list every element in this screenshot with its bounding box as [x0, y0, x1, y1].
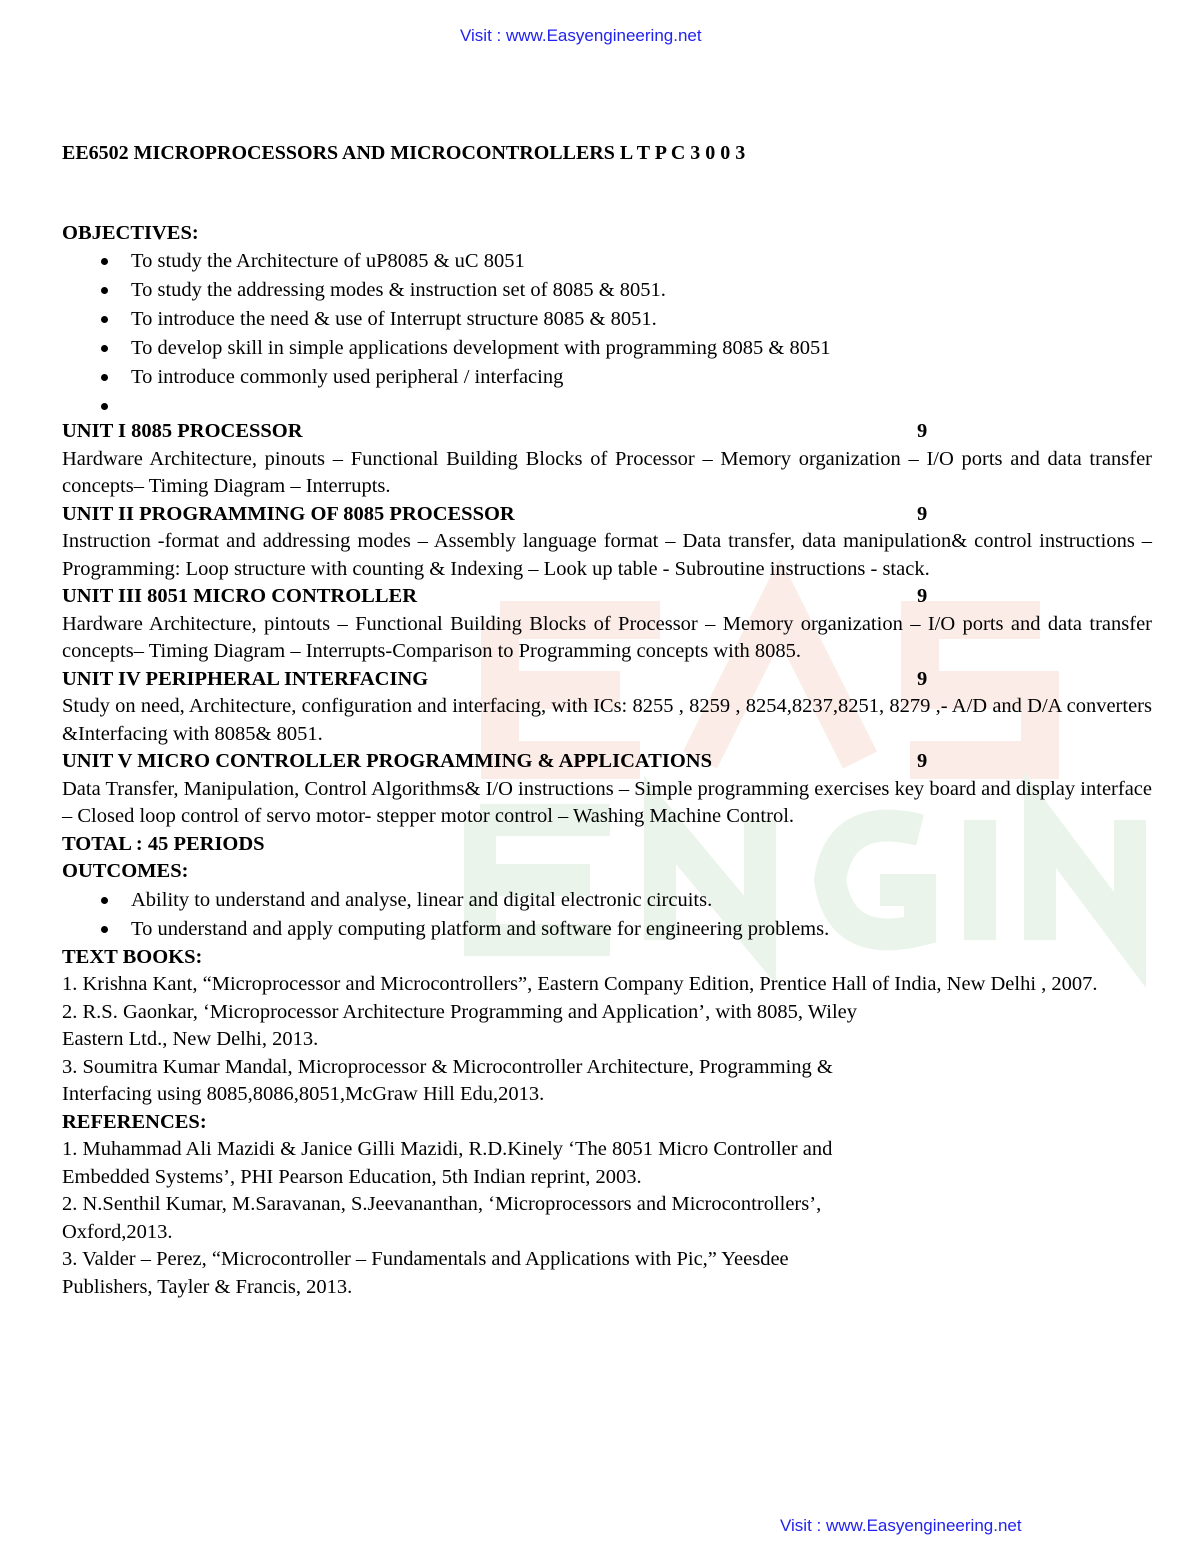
- bullet-icon: [101, 345, 108, 352]
- unit-body: Instruction -format and addressing modes – Assembly language format – Data transfer, data manipulation& control instructions – Programming: Loop structure with counting & Indexing – Look up table - Subroutine instructions - stack.: [62, 530, 1152, 580]
- visit-link-bottom[interactable]: Visit : www.Easyengineering.net: [780, 1516, 1022, 1535]
- outcomes-heading: OUTCOMES:: [62, 860, 189, 882]
- bullet-icon: [101, 316, 108, 323]
- unit-body: Hardware Architecture, pinouts – Functional Building Blocks of Processor – Memory organization – I/O ports and data transfer concepts– Timing Diagram – Interrupts.: [62, 447, 1152, 497]
- bullet-icon: [101, 403, 108, 410]
- unit-body: Data Transfer, Manipulation, Control Algorithms& I/O instructions – Simple programming exercises key board and display interface – Closed loop control of servo motor- stepper motor control – Washing Machine Control.: [62, 777, 1152, 827]
- list-item: [131, 392, 1152, 418]
- text-book-entry: 2. R.S. Gaonkar, ‘Microprocessor Architecture Programming and Application’, with 8085, Wiley: [62, 1000, 858, 1023]
- list-item: To introduce the need & use of Interrupt structure 8085 & 8051.: [131, 305, 1152, 334]
- bullet-icon: [101, 374, 108, 381]
- text-book-entry: 1. Krishna Kant, “Microprocessor and Microcontrollers”, Eastern Company Edition, Prentice Hall of India, New Delhi , 2007.: [62, 973, 1098, 995]
- reference-entry-cont: Publishers, Tayler & Francis, 2013.: [62, 1275, 353, 1298]
- unit-hours: 9: [917, 420, 928, 442]
- course-title: EE6502 MICROPROCESSORS AND MICROCONTROLLERS L T P C 3 0 0 3: [62, 142, 746, 164]
- text-book-entry-cont: Eastern Ltd., New Delhi, 2013.: [62, 1028, 319, 1050]
- reference-entry-cont: Embedded Systems’, PHI Pearson Education, 5th Indian reprint, 2003.: [62, 1165, 642, 1188]
- bullet-icon: [101, 258, 108, 265]
- reference-entry: 2. N.Senthil Kumar, M.Saravanan, S.Jeevananthan, ‘Microprocessors and Microcontrollers’,: [62, 1193, 822, 1215]
- unit-title: UNIT III 8051 MICRO CONTROLLER: [62, 585, 418, 607]
- bullet-icon: [101, 287, 108, 294]
- unit-hours: 9: [917, 667, 928, 690]
- unit-title: UNIT V MICRO CONTROLLER PROGRAMMING & APPLICATIONS: [62, 750, 712, 772]
- unit-heading: [62, 748, 1152, 776]
- bullet-icon: [101, 897, 108, 904]
- unit-heading: [62, 666, 1152, 694]
- unit-body: Hardware Architecture, pintouts – Functional Building Blocks of Processor – Memory organization – I/O ports and data transfer concepts– Timing Diagram – Interrupts-Comparison to Programming concepts with 8085.: [62, 612, 1152, 662]
- list-item: To study the Architecture of uP8085 & uC 8051: [131, 247, 1152, 276]
- objectives-list: [62, 247, 1152, 418]
- list-item: Ability to understand and analyse, linear and digital electronic circuits.: [131, 886, 1152, 915]
- list-item: To understand and apply computing platform and software for engineering problems.: [131, 915, 1152, 944]
- unit-title: UNIT II PROGRAMMING OF 8085 PROCESSOR: [62, 502, 515, 525]
- list-item: To develop skill in simple applications development with programming 8085 & 8051: [131, 334, 1152, 363]
- objectives-heading: OBJECTIVES:: [62, 221, 199, 244]
- syllabus-content: [62, 140, 1152, 1301]
- bullet-icon: [101, 926, 108, 933]
- unit-heading: [62, 418, 1152, 446]
- total-periods: TOTAL : 45 PERIODS: [62, 832, 265, 855]
- unit-heading: [62, 501, 1152, 529]
- text-book-entry: 3. Soumitra Kumar Mandal, Microprocessor & Microcontroller Architecture, Programming &: [62, 1055, 833, 1078]
- reference-entry: 1. Muhammad Ali Mazidi & Janice Gilli Mazidi, R.D.Kinely ‘The 8051 Micro Controller and: [62, 1138, 833, 1160]
- list-item: To introduce commonly used peripheral / interfacing: [131, 363, 1152, 392]
- visit-link-top[interactable]: Visit : www.Easyengineering.net: [460, 26, 702, 45]
- text-book-entry-cont: Interfacing using 8085,8086,8051,McGraw Hill Edu,2013.: [62, 1083, 545, 1105]
- list-item: To study the addressing modes & instruction set of 8085 & 8051.: [131, 276, 1152, 305]
- unit-hours: 9: [917, 502, 928, 525]
- unit-title: UNIT I 8085 PROCESSOR: [62, 420, 303, 442]
- references-heading: REFERENCES:: [62, 1110, 207, 1133]
- outcomes-list: [62, 886, 1152, 944]
- unit-hours: 9: [917, 750, 928, 772]
- unit-hours: 9: [917, 585, 928, 607]
- unit-body: Study on need, Architecture, configuration and interfacing, with ICs: 8255 , 8259 , 8254,8237,8251, 8279 ,- A/D and D/A converters &Interfacing with 8085& 8051.: [62, 695, 1152, 745]
- unit-heading: [62, 583, 1152, 611]
- reference-entry-cont: Oxford,2013.: [62, 1220, 173, 1243]
- text-books-heading: TEXT BOOKS:: [62, 945, 203, 968]
- unit-title: UNIT IV PERIPHERAL INTERFACING: [62, 667, 429, 690]
- reference-entry: 3. Valder – Perez, “Microcontroller – Fundamentals and Applications with Pic,” Yeesdee: [62, 1248, 789, 1270]
